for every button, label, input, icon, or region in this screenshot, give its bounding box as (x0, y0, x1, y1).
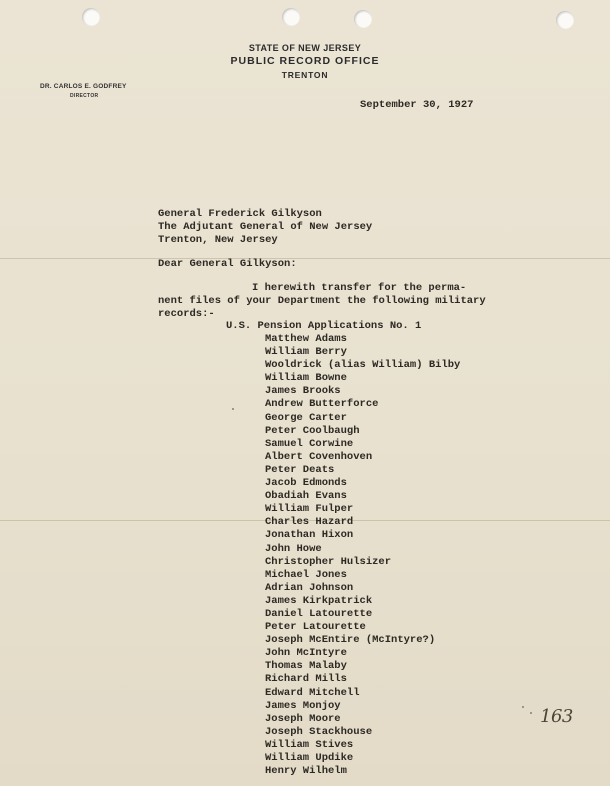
list-item: Henry Wilhelm (265, 765, 347, 778)
page-number: 163 (540, 706, 573, 727)
list-item: Peter Latourette (265, 621, 366, 634)
list-item: Wooldrick (alias William) Bilby (265, 359, 461, 372)
address-line-1: General Frederick Gilkyson (158, 208, 322, 220)
list-item: Peter Deats (265, 463, 335, 476)
letterhead-office: PUBLIC RECORD OFFICE (230, 55, 380, 67)
paper-fold-line (0, 258, 610, 259)
list-item: Charles Hazard (265, 516, 354, 529)
list-item: Adrian Johnson (265, 581, 354, 594)
list-item: Michael Jones (265, 568, 347, 581)
pension-name-list (265, 333, 460, 778)
list-item: Richard Mills (265, 673, 347, 686)
letterhead-state: STATE OF NEW JERSEY (248, 43, 362, 53)
list-item: James Monjoy (265, 699, 341, 712)
letterhead-city: TRENTON (281, 70, 329, 80)
list-item: James Kirkpatrick (265, 594, 373, 607)
salutation: Dear General Gilkyson: (158, 258, 297, 270)
list-item: Jacob Edmonds (265, 477, 347, 490)
list-item: Jonathan Hixon (265, 529, 354, 542)
list-item: Andrew Butterforce (265, 398, 379, 411)
list-item: William Updike (265, 752, 354, 764)
punch-hole (82, 8, 100, 26)
punch-hole (282, 8, 300, 26)
list-heading: U.S. Pension Applications No. 1 (226, 320, 422, 332)
list-item: Christopher Hulsizer (265, 555, 392, 568)
list-item: Matthew Adams (265, 333, 347, 345)
list-item: William Berry (265, 346, 347, 359)
punch-hole (556, 11, 574, 29)
list-item: Joseph Stackhouse (265, 725, 373, 738)
list-item: William Stives (265, 738, 354, 751)
letter-date: September 30, 1927 (360, 99, 474, 111)
list-item: Thomas Malaby (265, 660, 347, 673)
list-item: Samuel Corwine (265, 437, 354, 450)
director-title: DIRECTOR (70, 93, 99, 99)
list-item: Joseph Moore (265, 712, 341, 725)
list-item: George Carter (265, 411, 347, 424)
list-item: Obadiah Evans (265, 490, 347, 503)
list-item: John Howe (265, 542, 322, 555)
list-item: Daniel Latourette (265, 607, 373, 620)
list-item: Peter Coolbaugh (265, 424, 360, 437)
list-item: Edward Mitchell (265, 686, 360, 699)
list-item: James Brooks (265, 385, 341, 398)
ink-speck (232, 408, 234, 410)
punch-hole (354, 10, 372, 28)
list-item: William Bowne (265, 372, 347, 385)
list-item: John McIntyre (265, 647, 347, 660)
list-item: Joseph McEntire (McIntyre?) (265, 634, 436, 647)
address-line-3: Trenton, New Jersey (158, 234, 278, 246)
list-item: William Fulper (265, 503, 354, 516)
director-name: DR. CARLOS E. GODFREY (40, 83, 127, 90)
ink-speck (530, 712, 532, 714)
body-line-2: nent files of your Department the following military (158, 295, 486, 307)
body-line-3: records:- (158, 308, 215, 320)
address-line-2: The Adjutant General of New Jersey (158, 221, 373, 233)
list-item: Albert Covenhoven (265, 450, 373, 463)
body-line-1: I herewith transfer for the perma- (252, 282, 467, 294)
ink-speck (522, 706, 524, 708)
